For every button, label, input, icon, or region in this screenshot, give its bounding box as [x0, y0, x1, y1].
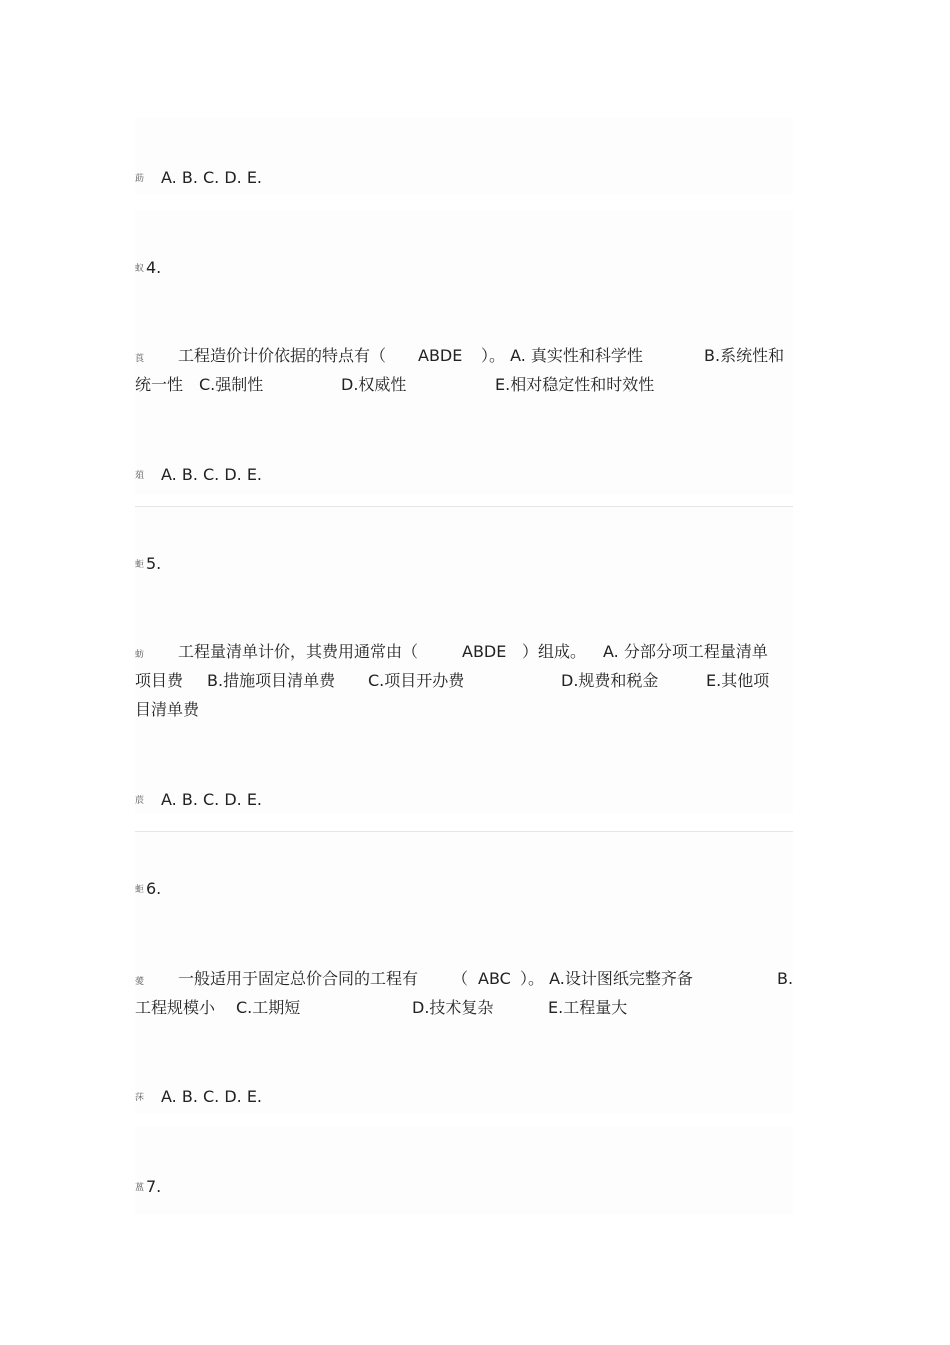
option-text: B.系统性和 — [704, 346, 785, 365]
option-text: 统一性 — [135, 375, 184, 394]
marker-glyph: 蚷 — [135, 559, 145, 570]
marker-glyph: 蒕 — [135, 1182, 145, 1193]
option-text: C.强制性 — [199, 375, 264, 394]
question-text: （ — [452, 969, 469, 988]
option-text: E.工程量大 — [548, 998, 628, 1017]
option-text: A. 分部分项工程量清单 — [603, 642, 768, 661]
question-text: 工程造价计价依据的特点有（ — [178, 346, 387, 365]
marker-glyph: 薆 — [135, 977, 145, 987]
answer-options: A. B. C. D. E. — [161, 168, 263, 187]
answer-options-row — [135, 1087, 262, 1108]
answer-key: ABDE — [418, 346, 463, 365]
option-text: C.项目开办费 — [368, 671, 465, 690]
marker-glyph: 蚷 — [135, 884, 145, 895]
answer-key: ABC — [478, 969, 511, 988]
marker-glyph: 蚄 — [135, 650, 145, 660]
answer-options-row — [135, 790, 262, 811]
option-text: C.工期短 — [236, 998, 301, 1017]
marker-glyph: 莨 — [135, 354, 145, 364]
question-number: 6. — [146, 879, 162, 898]
question-text: 工程量清单计价，其费用通常由（ — [178, 642, 419, 661]
answer-options: A. B. C. D. E. — [161, 465, 263, 484]
question-number-row — [135, 1177, 161, 1198]
option-text: E.相对稳定性和时效性 — [495, 375, 655, 394]
question-panel-7 — [135, 1127, 793, 1215]
question-number-row — [135, 879, 161, 900]
option-text: B. — [777, 969, 794, 988]
answer-options-row — [135, 168, 262, 189]
option-text: E.其他项 — [706, 671, 770, 690]
option-text: 工程规模小 — [135, 998, 216, 1017]
marker-glyph: 莀 — [135, 795, 145, 806]
option-text: D.权威性 — [341, 375, 407, 394]
question-number: 4. — [146, 258, 162, 277]
answer-options: A. B. C. D. E. — [161, 790, 263, 809]
option-text: D.技术复杂 — [412, 998, 494, 1017]
question-text: ）组成。 — [522, 642, 587, 661]
question-number: 5. — [146, 554, 162, 573]
answer-options: A. B. C. D. E. — [161, 1087, 263, 1106]
option-text: 项目费 — [135, 671, 184, 690]
question-text: 一般适用于固定总价合同的工程有 — [178, 969, 419, 988]
answer-key: ABDE — [462, 642, 507, 661]
option-text: D.规费和税金 — [561, 671, 659, 690]
marker-glyph: 蚁 — [135, 263, 145, 274]
question-number-row — [135, 554, 161, 575]
answer-options-row — [135, 465, 262, 486]
question-number: 7. — [146, 1177, 162, 1196]
marker-glyph: 莇 — [135, 173, 145, 184]
question-number-row — [135, 258, 161, 279]
question-text: ）。 A.设计图纸完整齐备 — [520, 969, 693, 988]
option-text: 目清单费 — [135, 700, 200, 719]
option-text: B.措施项目清单费 — [207, 671, 336, 690]
marker-glyph: 葅 — [135, 470, 145, 481]
marker-glyph: 莯 — [135, 1092, 145, 1103]
question-text: ）。 A. 真实性和科学性 — [481, 346, 643, 365]
